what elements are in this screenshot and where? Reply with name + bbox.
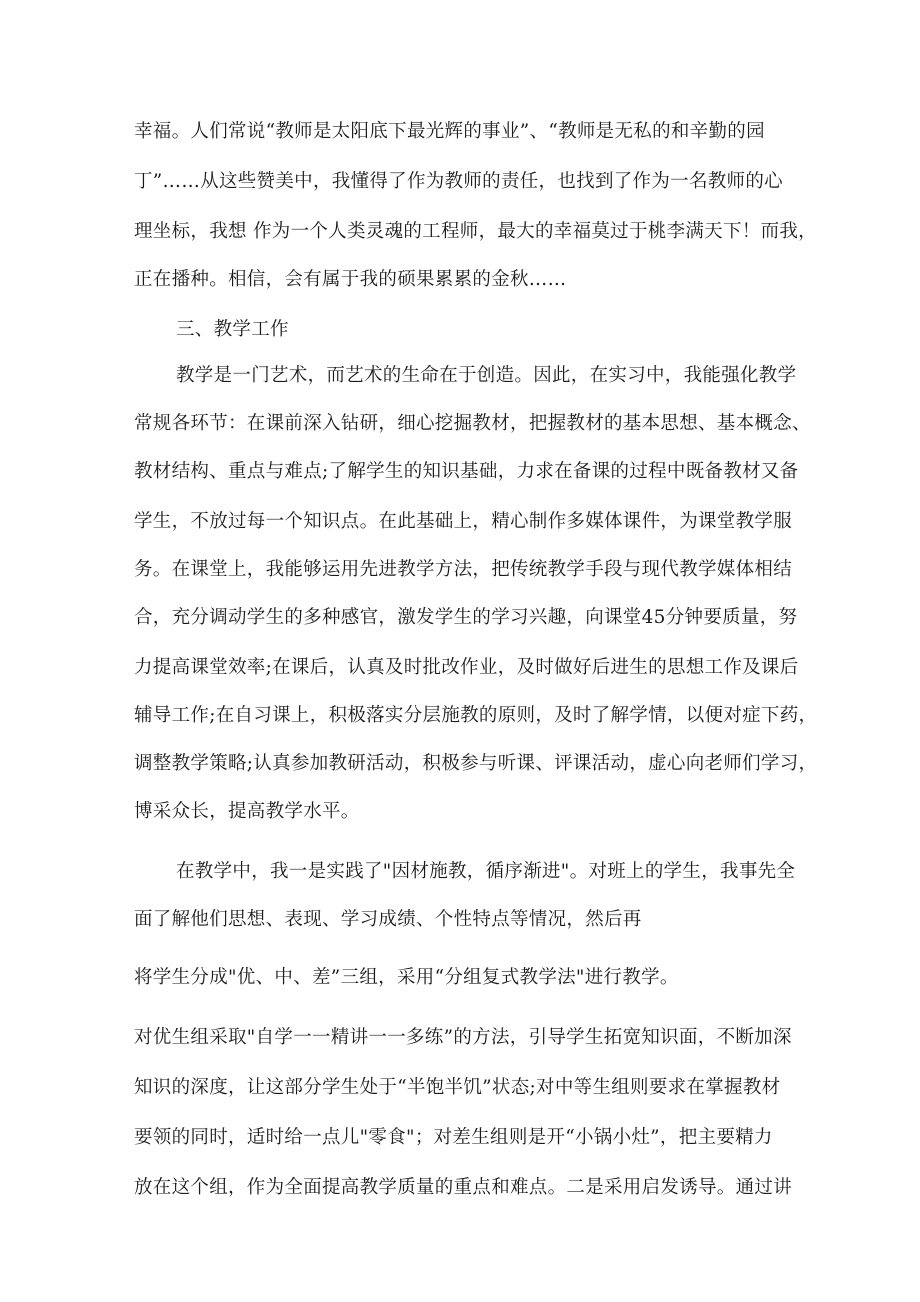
paragraph-line: 要领的同时，适时给一点儿"零食"；对差生组则是开“小锅小灶”，把主要精力	[134, 1127, 773, 1148]
paragraph-line: 力提高课堂效率;在课后，认真及时批改作业，及时做好后进生的思想工作及课后	[134, 657, 799, 678]
paragraph-line: 理坐标，我想 作为一个人类灵魂的工程师，最大的幸福莫过于桃李满天下！而我，	[134, 221, 817, 242]
paragraph-line: 常规各环节：在课前深入钻研，细心挖掘教材，把握教材的基本思想、基本概念、	[134, 413, 811, 434]
paragraph-line: 知识的深度，让这部分学生处于“半饱半饥”状态;对中等生组则要求在掌握教材	[134, 1077, 781, 1098]
paragraph-line: 学生，不放过每一个知识点。在此基础上，精心制作多媒体课件，为课堂教学服	[134, 511, 793, 532]
paragraph-line: 辅导工作;在自习课上，积极落实分层施教的原则，及时了解学情，以便对症下药，	[134, 705, 818, 726]
paragraph-line: 调整教学策略;认真参加教研活动，积极参与听课、评课活动，虚心向老师们学习，	[134, 753, 818, 774]
paragraph-line: 将学生分成"优、中、差”三组，采用“分组复式教学法"进行教学。	[134, 967, 679, 988]
paragraph-line: 幸福。人们常说“教师是太阳底下最光辉的事业”、“教师是无私的和辛勤的园	[134, 121, 765, 142]
paragraph-line: 丁”……从这些赞美中，我懂得了作为教师的责任，也找到了作为一名教师的心	[134, 171, 783, 192]
paragraph-line: 放在这个组，作为全面提高教学质量的重点和难点。二是采用启发诱导。通过讲	[134, 1177, 793, 1198]
paragraph-line: 教学是一门艺术，而艺术的生命在于创造。因此，在实习中，我能强化教学	[176, 365, 797, 386]
paragraph-line: 在教学中，我一是实践了"因材施教，循序渐进"。对班上的学生，我事先全	[176, 861, 796, 882]
section-heading: 三、教学工作	[176, 319, 289, 340]
paragraph-line: 正在播种。相信，会有属于我的硕果累累的金秋……	[134, 269, 567, 290]
paragraph-line: 面了解他们思想、表现、学习成绩、个性特点等情况，然后再	[134, 909, 642, 930]
paragraph-line: 务。在课堂上，我能够运用先进教学方法，把传统教学手段与现代教学媒体相结	[134, 559, 793, 580]
paragraph-line: 合，充分调动学生的多种感官，激发学生的学习兴趣，向课堂45分钟要质量，努	[134, 607, 798, 628]
paragraph-line: 博采众长，提高教学水平。	[134, 801, 360, 822]
paragraph-line: 教材结构、重点与难点;了解学生的知识基础，力求在备课的过程中既备教材又备	[134, 461, 799, 482]
paragraph-line: 对优生组采取"自学一一精讲一一多练”的方法，引导学生拓宽知识面，不断加深	[134, 1027, 792, 1048]
